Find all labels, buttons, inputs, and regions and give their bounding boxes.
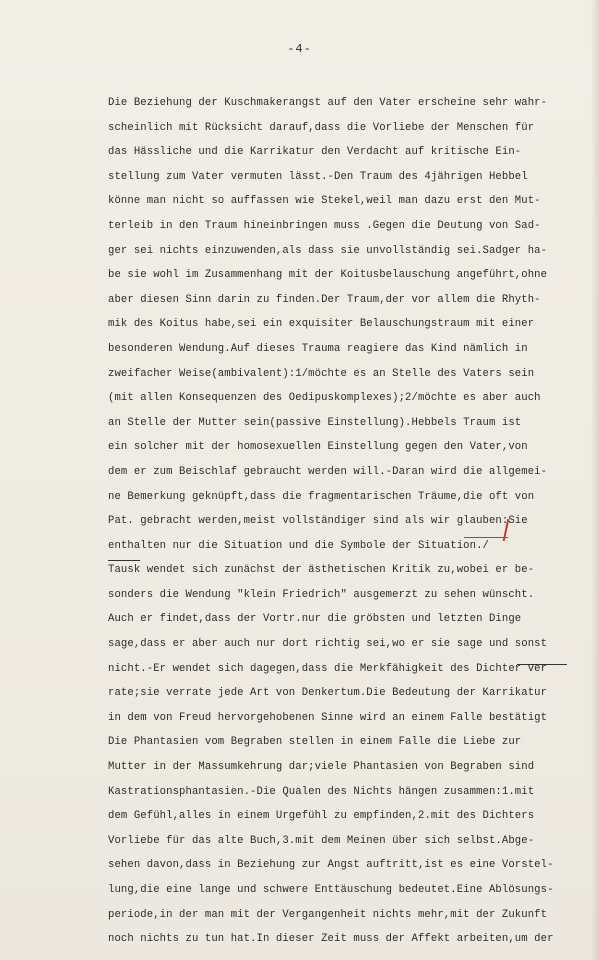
text-line: aber diesen Sinn darin zu finden.Der Traum,der vor allem die Rhyth-: [108, 293, 541, 306]
text-line: rate;sie verrate jede Art von Denkertum.Die Bedeutung der Karrikatur: [108, 687, 548, 700]
text-line: Kastrationsphantasien.-Die Qualen des Nichts hängen zusammen:1.mit: [108, 785, 535, 798]
text-line: lung,die eine lange und schwere Enttäuschung bedeutet.Eine Ablösungs-: [108, 884, 554, 896]
text-line: sonders die Wendung "klein Friedrich" ausgemerzt zu sehen wünscht.: [108, 588, 535, 601]
text-line: ne Bemerkung geknüpft,dass die fragmentarischen Träume,die oft von: [108, 490, 535, 503]
text-line: Tausk wendet sich zunächst der ästhetischen Kritik zu,wobei er be-: [108, 564, 535, 577]
text-line: Auch er findet,dass der Vortr.nur die gröbsten und letzten Dinge: [108, 613, 522, 626]
text-line: dem er zum Beischlaf gebraucht werden will.-Daran wird die allgemei-: [108, 465, 548, 478]
text-line: an Stelle der Mutter sein(passive Einstellung).Hebbels Traum ist: [108, 416, 522, 429]
text-line: Pat. gebracht werden,meist vollständiger sind als wir glauben:Sie: [108, 515, 528, 528]
text-line: terleib in den Traum hineinbringen muss .Gegen die Deutung von Sad-: [108, 219, 541, 232]
text-line: sehen davon,dass in Beziehung zur Angst auftritt,ist es eine Vorstel-: [108, 859, 554, 872]
text-line: ger sei nichts einzuwenden,als dass sie unvollständig sei.Sadger ha-: [108, 244, 548, 257]
text-line: mik des Koitus habe,sei ein exquisiter Belauschungstraum mit einer: [108, 318, 535, 331]
text-line: könne man nicht so auffassen wie Stekel,weil man dazu erst den Mut-: [108, 195, 541, 208]
text-line: nicht.-Er wendet sich dagegen,dass die Merkfähigkeit des Dichter ver: [108, 662, 548, 675]
text-line: das Hässliche und die Karrikatur den Verdacht auf kritische Ein-: [108, 146, 522, 159]
text-line: Die Beziehung der Kuschmakerangst auf den Vater erscheine sehr wahr-: [108, 97, 548, 109]
text-line: besonderen Wendung.Auf dieses Trauma reagiere das Kind nämlich in: [108, 342, 528, 355]
red-pencil-underline: [464, 537, 508, 538]
text-line: ein solcher mit der homosexuellen Einstellung gegen den Vater,von: [108, 441, 528, 454]
text-line: zweifacher Weise(ambivalent):1/möchte es an Stelle des Vaters sein: [108, 367, 535, 380]
underline-tausk-mark: [108, 560, 140, 561]
text-line: sage,dass er aber auch nur dort richtig sei,wo er sie sage und sonst: [108, 638, 548, 651]
text-line: be sie wohl im Zusammenhang mit der Koitusbelauschung angeführt,ohne: [108, 269, 548, 282]
text-line: Vorliebe für das alte Buch,3.mit dem Meinen über sich selbst.Abge-: [108, 834, 535, 847]
text-line: enthalten nur die Situation und die Symbole der Situation./: [108, 539, 489, 552]
text-line: scheinlich mit Rücksicht darauf,dass die Vorliebe der Menschen für: [108, 121, 535, 134]
text-line: periode,in der man mit der Vergangenheit nichts mehr,mit der Zukunft: [108, 908, 548, 921]
underline-dichter-mark: [517, 664, 567, 665]
text-line: noch nichts zu tun hat.In dieser Zeit muss der Affekt arbeiten,um der: [108, 933, 554, 946]
text-line: dem Gefühl,alles in einem Urgefühl zu empfinden,2.mit des Dichters: [108, 810, 535, 823]
text-line: stellung zum Vater vermuten lässt.-Den Traum des 4jährigen Hebbel: [108, 170, 528, 183]
text-line: in dem von Freud hervorgehobenen Sinne wird an einem Falle bestätigt: [108, 711, 548, 724]
page-number: -4-: [287, 42, 312, 56]
text-line: Die Phantasien vom Begraben stellen in einem Falle die Liebe zur: [108, 736, 522, 749]
text-line: Mutter in der Massumkehrung dar;viele Phantasien von Begraben sind: [108, 761, 535, 774]
text-line: (mit allen Konsequenzen des Oedipuskomplexes);2/möchte es aber auch: [108, 392, 541, 405]
typewritten-body: [108, 91, 596, 952]
